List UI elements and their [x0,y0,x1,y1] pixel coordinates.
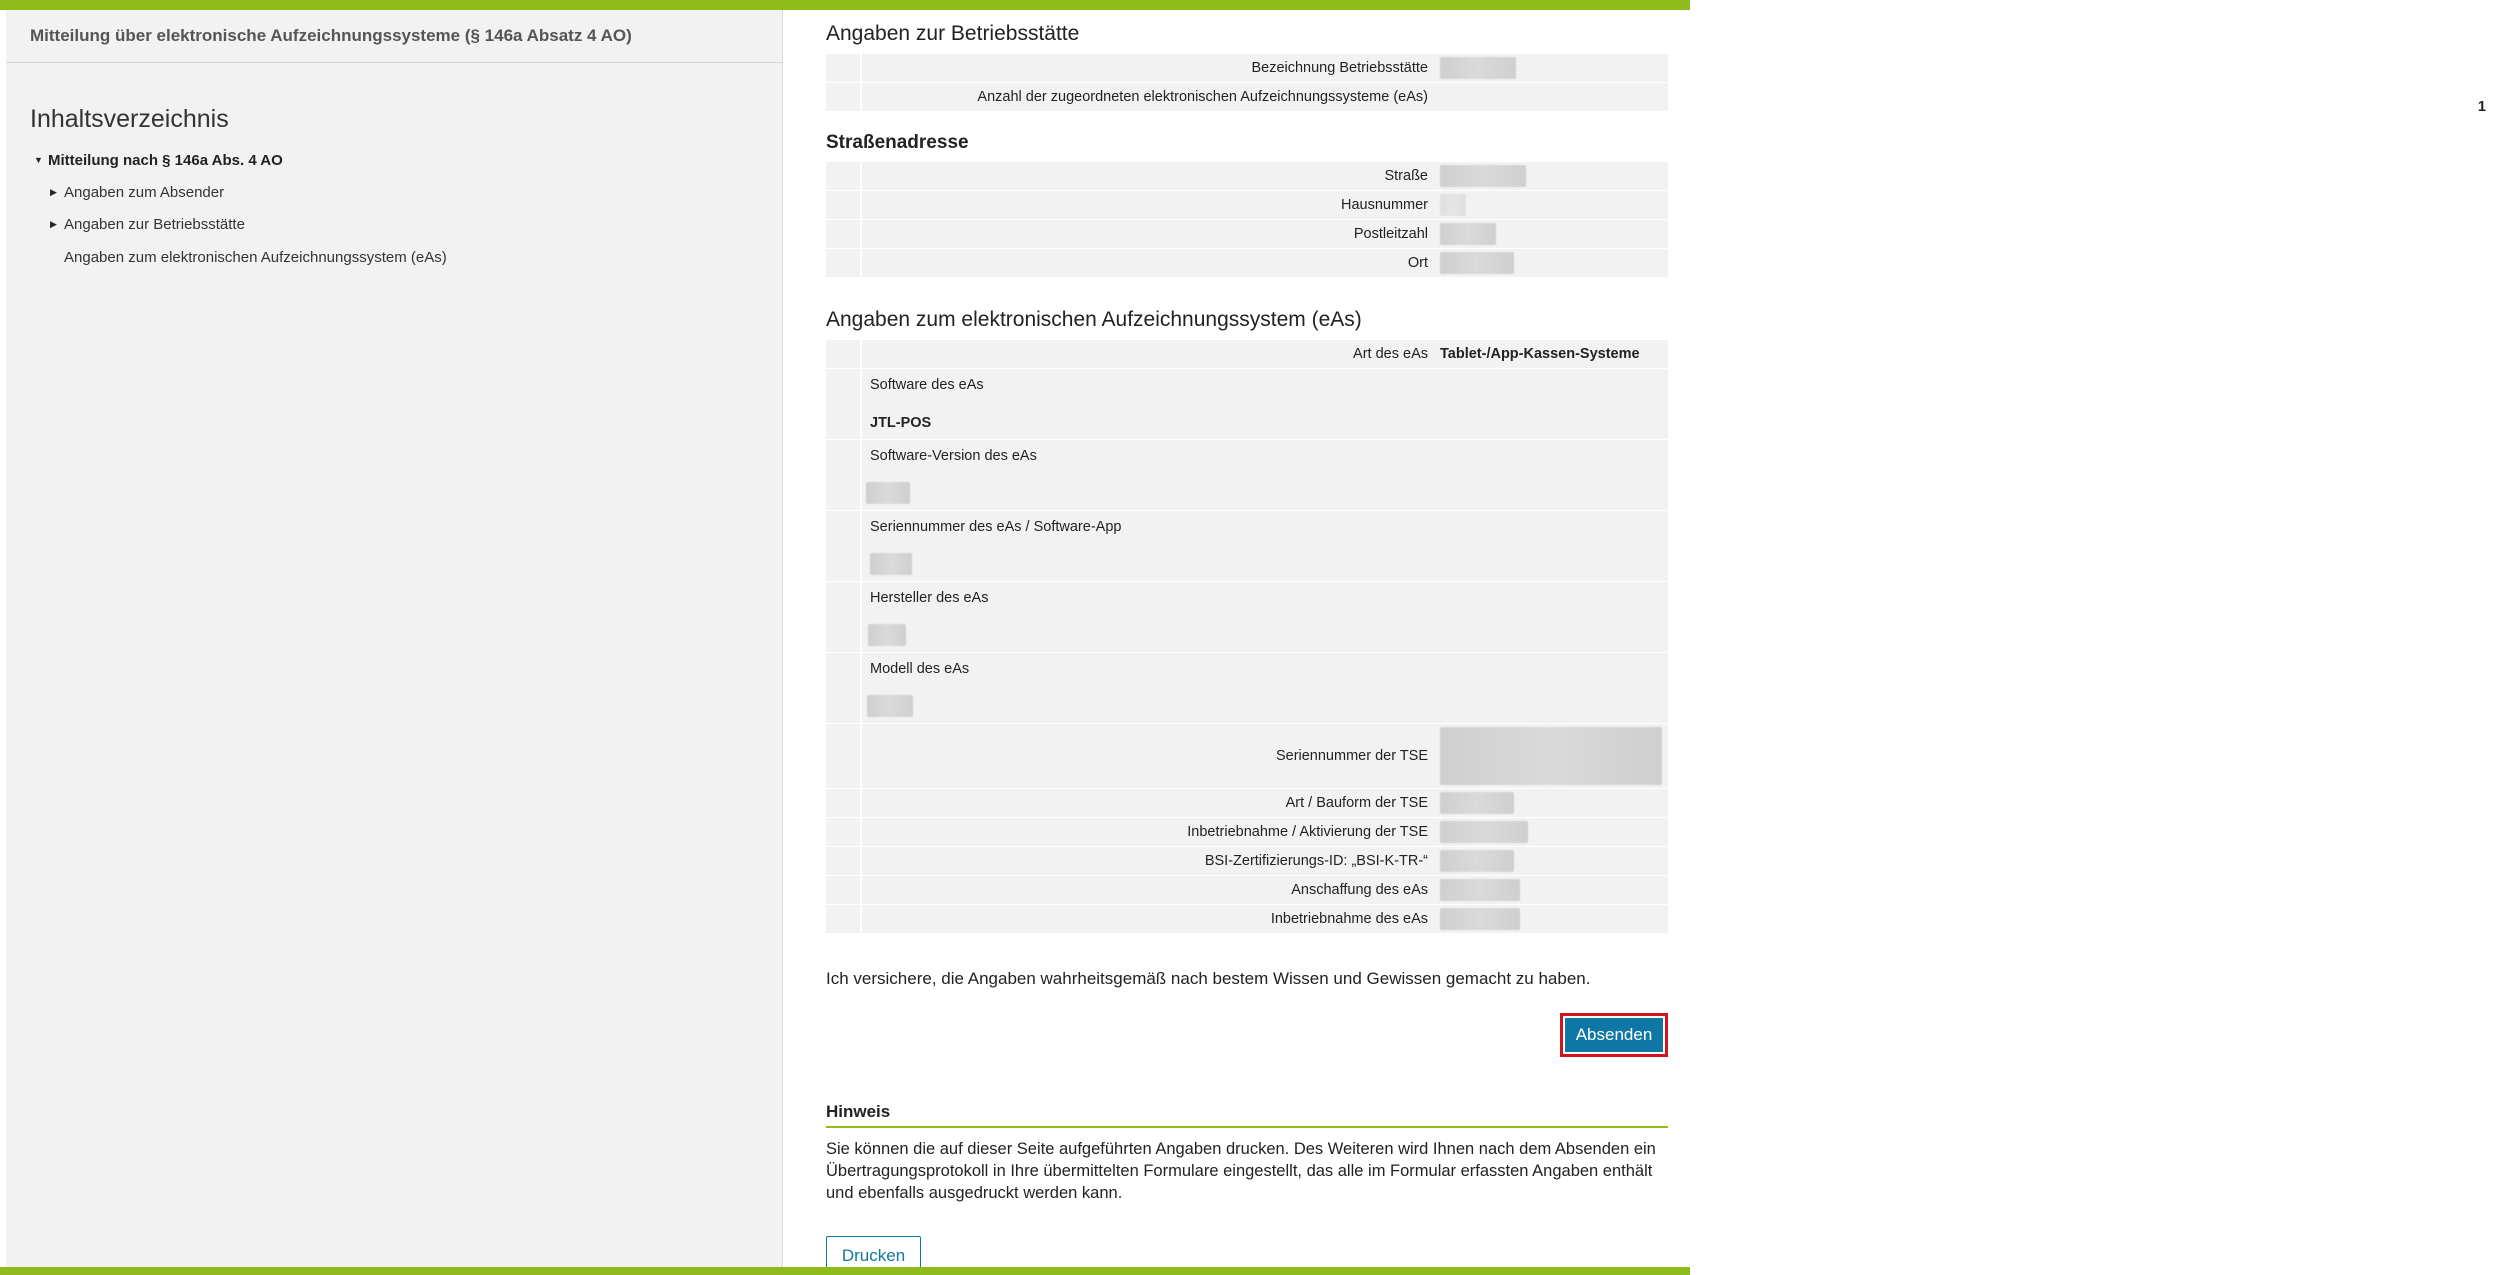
confirmation-text: Ich versichere, die Angaben wahrheitsgemäß nach bestem Wissen und Gewissen gemacht zu haben. [826,969,1591,988]
redacted-value [1436,191,1668,219]
submit-button[interactable]: Absenden [1560,1013,1668,1057]
submit-area [826,1013,1668,1079]
table-row [826,789,1668,818]
table-row [826,818,1668,847]
table-row [826,54,1668,83]
redacted-value [1436,162,1668,190]
field-value: JTL-POS [870,415,932,431]
redacted-value [1436,818,1668,846]
toc-title: Inhaltsverzeichnis [30,105,229,133]
table-of-contents [34,148,782,270]
top-accent-bar [0,0,1690,10]
field-label: Software des eAs [870,377,984,393]
sidebar [6,10,783,1267]
toc-item-betriebsstaette[interactable] [34,212,782,236]
adresse-table [826,162,1668,278]
field-label: Art / Bauform der TSE [1285,795,1428,811]
bottom-accent-bar [0,1267,1690,1275]
redacted-value [1436,847,1668,875]
table-row [826,653,1668,724]
redacted-value [870,482,1660,504]
toc-item-label: Mitteilung nach § 146a Abs. 4 AO [48,152,283,169]
field-label: Art des eAs [1353,346,1428,362]
field-label: Postleitzahl [1353,226,1428,242]
toc-item-label: Angaben zum elektronischen Aufzeichnungssystem (eAs) [64,249,447,266]
form-title: Mitteilung über elektronische Aufzeichnungssysteme (§ 146a Absatz 4 AO) [6,10,782,63]
redacted-value [1436,789,1668,817]
eas-table [826,340,1668,934]
redacted-value [1436,724,1668,788]
field-label: Ort [1407,255,1428,271]
field-label: Modell des eAs [870,661,970,677]
hinweis-title: Hinweis [826,1102,1668,1128]
redacted-value [1436,249,1668,277]
betriebsstaette-table [826,54,2486,115]
table-row [826,511,1668,582]
print-button[interactable]: Drucken [826,1236,921,1275]
table-row [826,876,1668,905]
toc-item-label: Angaben zur Betriebsstätte [64,216,245,233]
field-label: Seriennummer des eAs / Software-App [870,519,1122,535]
table-row [826,369,1668,440]
hinweis-text: Sie können die auf dieser Seite aufgeführten Angaben drucken. Des Weiteren wird Ihnen nach dem Absenden ein Übertragungsprotokoll in Ihre übermittelten Formulare eingestellt, das alle im Formular erfassten Angaben enthält und ebenfalls ausgedruckt werden kann. [826,1140,1656,1202]
redacted-value [870,624,1660,646]
caret-right-icon: ▶ [50,219,57,229]
redacted-value [1436,876,1668,904]
field-label: Bezeichnung Betriebsstätte [1251,60,1428,76]
section-title-eas: Angaben zum elektronischen Aufzeichnungssystem (eAs) [826,308,1362,331]
caret-down-icon: ▼ [34,155,43,165]
field-label: Inbetriebnahme / Aktivierung der TSE [1187,824,1428,840]
table-row [826,162,1668,191]
table-row [826,340,1668,369]
field-label: Hersteller des eAs [870,590,989,606]
table-row [826,905,1668,934]
table-row [826,220,1668,249]
redacted-value [870,695,1660,717]
table-row [826,847,1668,876]
field-label: Inbetriebnahme des eAs [1270,911,1428,927]
toc-item-label: Angaben zum Absender [64,184,225,201]
redacted-value [1436,54,1668,82]
table-row [826,440,1668,511]
field-label: Hausnummer [1340,197,1428,213]
field-label: Straße [1384,168,1428,184]
toc-item-mitteilung[interactable] [34,148,782,172]
field-label: BSI-Zertifizierungs-ID: „BSI-K-TR-“ [1204,853,1428,869]
redacted-value [1436,220,1668,248]
table-row [826,582,1668,653]
section-title-adresse: Straßenadresse [826,132,969,153]
redacted-value [870,553,1660,575]
field-value: 1 [2477,99,2486,115]
section-title-betriebsstaette: Angaben zur Betriebsstätte [826,22,1080,45]
field-label: Anzahl der zugeordneten elektronischen Aufzeichnungssysteme (eAs) [977,89,1428,105]
table-row [826,191,1668,220]
redacted-value [1436,905,1668,933]
field-label: Seriennummer der TSE [1275,748,1428,764]
field-label: Software-Version des eAs [870,448,1037,464]
field-label: Anschaffung des eAs [1291,882,1428,898]
toc-item-eas[interactable] [34,246,782,270]
caret-right-icon: ▶ [50,187,57,197]
toc-item-absender[interactable] [34,180,782,204]
main-content [826,10,2486,1275]
table-row [826,249,1668,278]
table-row [826,83,2486,115]
table-row [826,724,1668,789]
hinweis-box [826,1102,1668,1204]
field-value: Tablet-/App-Kassen-Systeme [1440,346,1640,362]
